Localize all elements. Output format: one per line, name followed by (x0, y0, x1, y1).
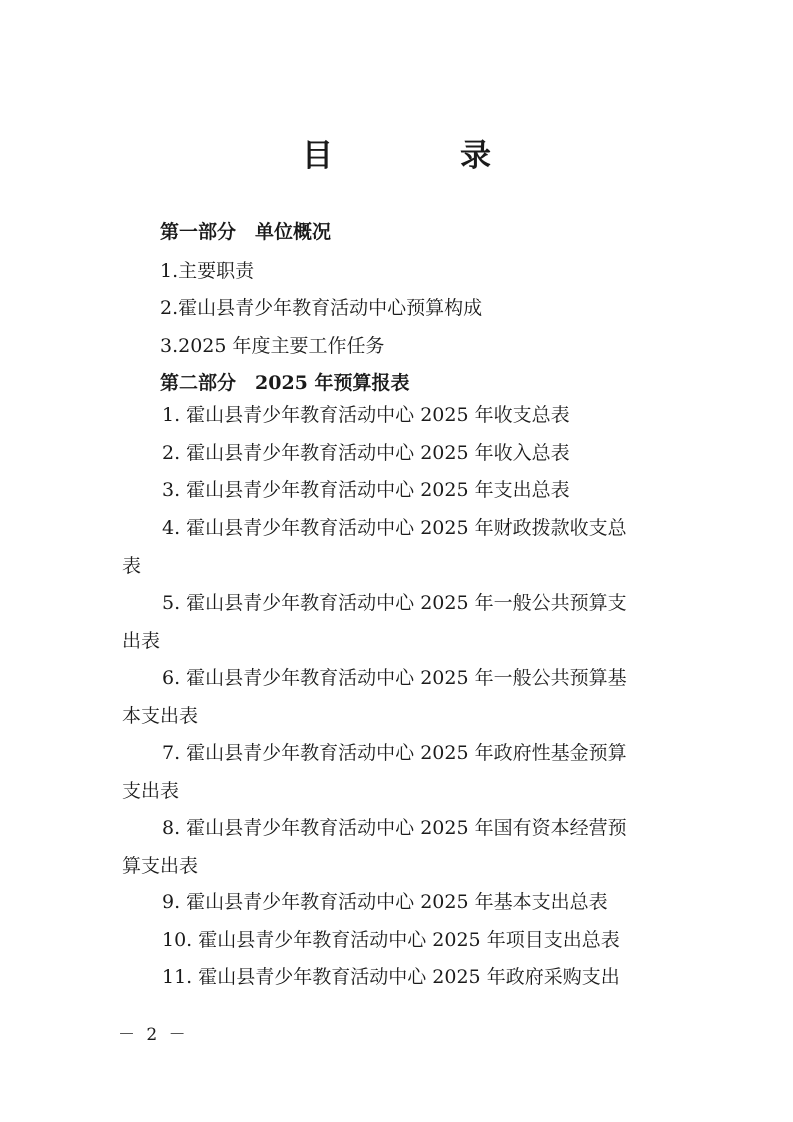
toc-item-continuation: 支出表 (122, 779, 180, 802)
toc-item (162, 959, 682, 997)
toc-item (122, 735, 682, 810)
section-heading-part2: 第二部分 2025 年预算报表 (160, 372, 410, 394)
toc-item-text: 10. 霍山县青少年教育活动中心 2025 年项目支出总表 (162, 929, 620, 951)
toc-item (162, 884, 682, 922)
page-title: 目 录 (302, 138, 539, 174)
toc-item (162, 472, 682, 510)
toc-item (122, 510, 682, 585)
toc-item (162, 435, 682, 473)
toc-item (122, 660, 682, 735)
toc-item-continuation: 本支出表 (122, 704, 199, 727)
toc-item-text: 3. 霍山县青少年教育活动中心 2025 年支出总表 (162, 479, 570, 501)
toc-item-continuation: 出表 (122, 629, 161, 652)
toc-item-text: 7. 霍山县青少年教育活动中心 2025 年政府性基金预算 (162, 742, 627, 764)
toc-item-continuation: 表 (122, 554, 142, 577)
toc-item: 3.2025 年度主要工作任务 (160, 335, 385, 357)
toc-item-continuation: 算支出表 (122, 854, 199, 877)
page-number: － 2 － (118, 1025, 189, 1045)
toc-item (122, 810, 682, 885)
toc-item-text: 4. 霍山县青少年教育活动中心 2025 年财政拨款收支总 (162, 517, 627, 539)
toc-item-text: 2. 霍山县青少年教育活动中心 2025 年收入总表 (162, 442, 570, 464)
section-heading-part1: 第一部分 单位概况 (160, 221, 332, 243)
toc-item-text: 6. 霍山县青少年教育活动中心 2025 年一般公共预算基 (162, 667, 627, 689)
toc-item-text: 5. 霍山县青少年教育活动中心 2025 年一般公共预算支 (162, 592, 627, 614)
toc-item (162, 397, 682, 435)
toc-item-text: 11. 霍山县青少年教育活动中心 2025 年政府采购支出 (162, 966, 620, 988)
toc-item-text: 9. 霍山县青少年教育活动中心 2025 年基本支出总表 (162, 891, 608, 913)
toc-item: 1.主要职责 (160, 260, 255, 282)
toc-item-text: 8. 霍山县青少年教育活动中心 2025 年国有资本经营预 (162, 817, 627, 839)
toc-item: 2.霍山县青少年教育活动中心预算构成 (160, 297, 483, 319)
toc-item-text: 1. 霍山县青少年教育活动中心 2025 年收支总表 (162, 404, 570, 426)
toc-item (162, 922, 682, 960)
toc-item (122, 585, 682, 660)
